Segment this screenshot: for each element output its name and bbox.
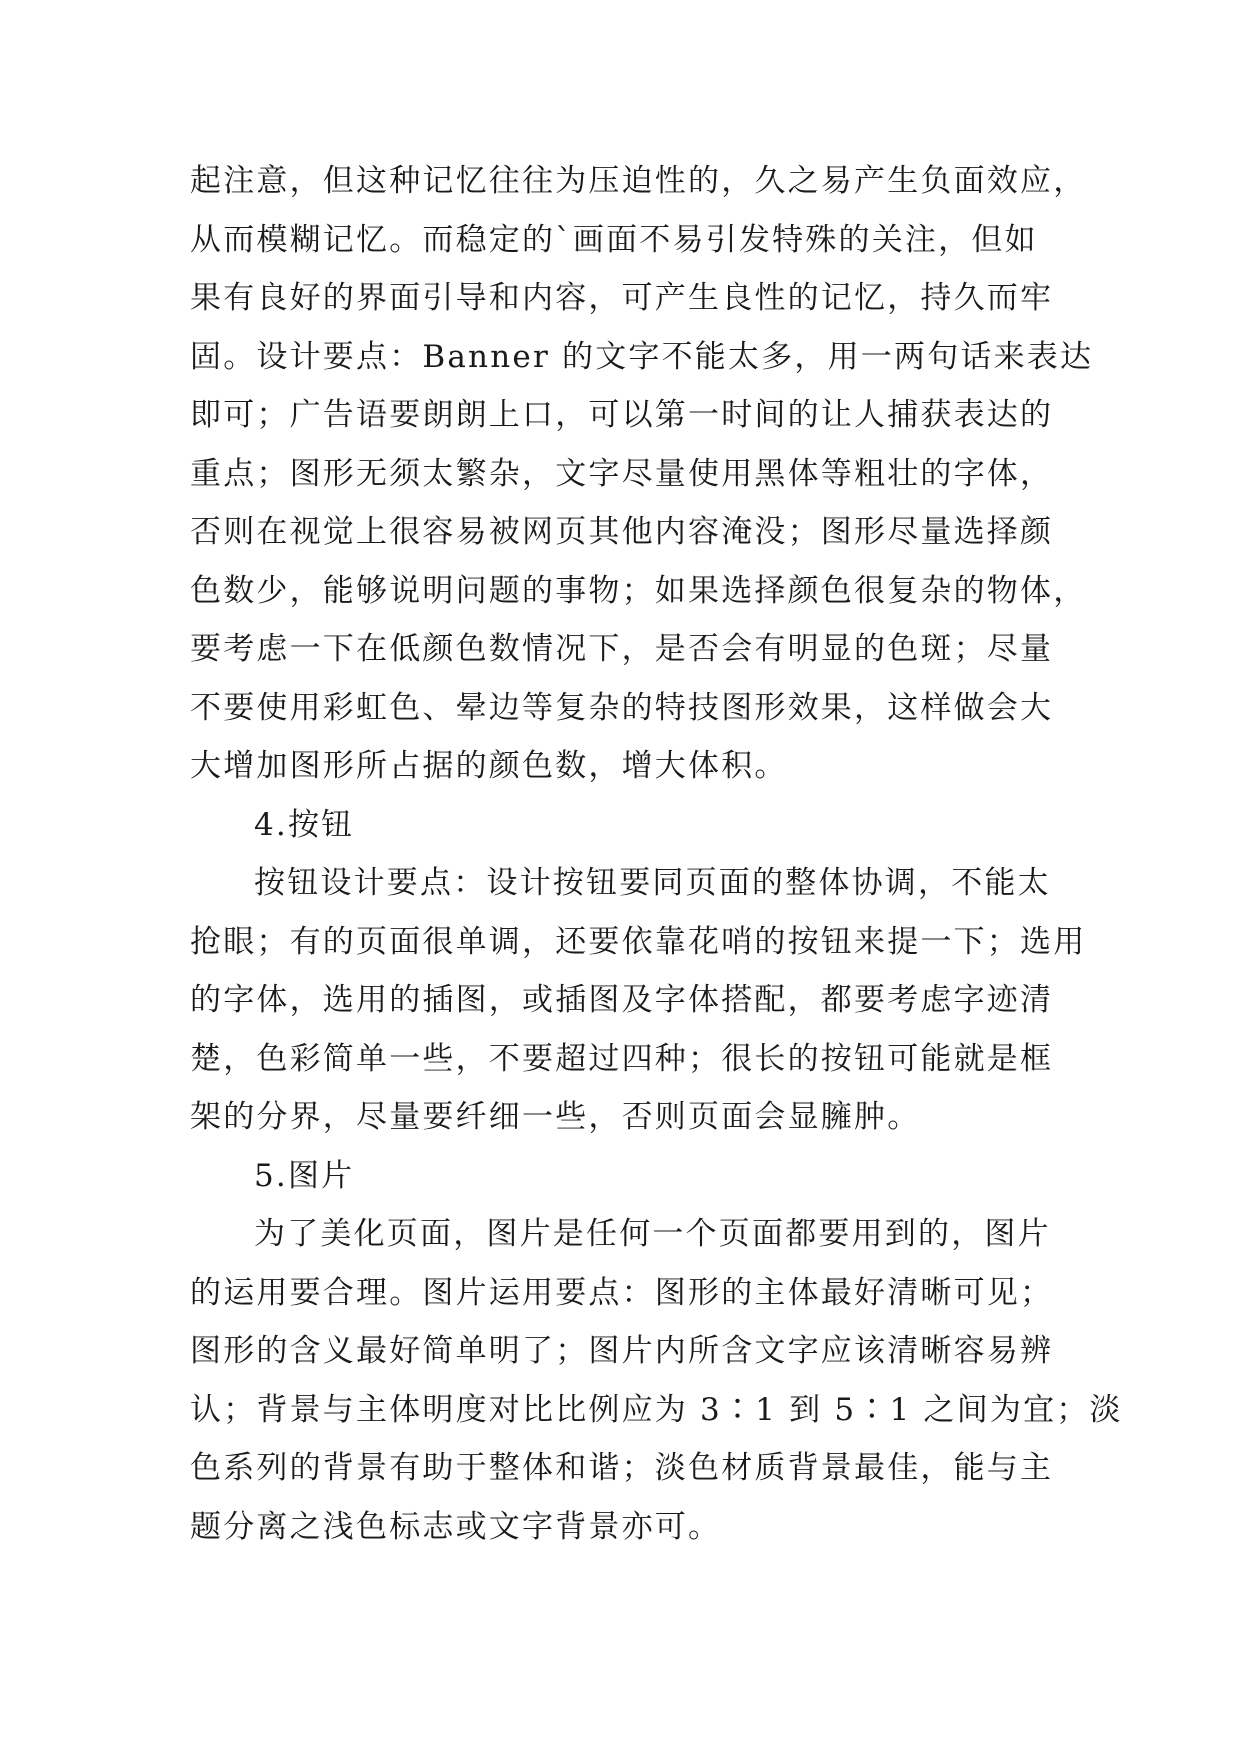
text-line: 按钮设计要点：设计按钮要同页面的整体协调，不能太 xyxy=(254,865,1051,901)
document-body xyxy=(190,152,1123,1556)
text-line: 色系列的背景有助于整体和谐；淡色材质背景最佳，能与主 xyxy=(190,1450,1054,1486)
text-line: 从而模糊记忆。而稳定的`画面不易引发特殊的关注，但如 xyxy=(190,221,1038,258)
text-line: 抢眼；有的页面很单调，还要依靠花哨的按钮来提一下；选用 xyxy=(190,923,1087,960)
text-line: 图形的含义最好简单明了；图片内所含文字应该清晰容易辨 xyxy=(190,1333,1054,1369)
text-line: 楚，色彩简单一些，不要超过四种；很长的按钮可能就是框 xyxy=(190,1040,1054,1077)
text-line: 的字体，选用的插图，或插图及字体搭配，都要考虑字迹清 xyxy=(190,982,1054,1018)
text-line: 固。设计要点：Banner 的文字不能太多，用一两句话来表达 xyxy=(190,338,1094,375)
text-line: 即可；广告语要朗朗上口，可以第一时间的让人捕获表达的 xyxy=(190,397,1054,433)
text-line: 大增加图形所占据的颜色数，增大体积。 xyxy=(190,748,788,784)
section-heading-buttons: 4.按钮 xyxy=(254,806,355,843)
text-line: 认；背景与主体明度对比比例应为 3∶1 到 5∶1 之间为宜；淡 xyxy=(190,1391,1123,1428)
text-line: 重点；图形无须太繁杂，文字尽量使用黑体等粗壮的字体， xyxy=(190,455,1054,492)
text-line: 架的分界，尽量要纤细一些，否则页面会显臃肿。 xyxy=(190,1099,921,1135)
text-line: 题分离之浅色标志或文字背景亦可。 xyxy=(190,1508,722,1545)
text-line: 要考虑一下在低颜色数情况下，是否会有明显的色斑；尽量 xyxy=(190,631,1054,667)
text-line: 果有良好的界面引导和内容，可产生良性的记忆，持久而牢 xyxy=(190,280,1054,316)
text-line: 否则在视觉上很容易被网页其他内容淹没；图形尽量选择颜 xyxy=(190,514,1054,550)
text-line: 起注意，但这种记忆往往为压迫性的，久之易产生负面效应， xyxy=(190,163,1087,199)
text-line: 为了美化页面，图片是任何一个页面都要用到的，图片 xyxy=(254,1216,1051,1252)
text-line: 的运用要合理。图片运用要点：图形的主体最好清晰可见； xyxy=(190,1274,1054,1311)
section-heading-images: 5.图片 xyxy=(254,1157,355,1194)
text-line: 不要使用彩虹色、晕边等复杂的特技图形效果，这样做会大 xyxy=(190,689,1054,726)
text-line: 色数少，能够说明问题的事物；如果选择颜色很复杂的物体， xyxy=(190,572,1087,609)
